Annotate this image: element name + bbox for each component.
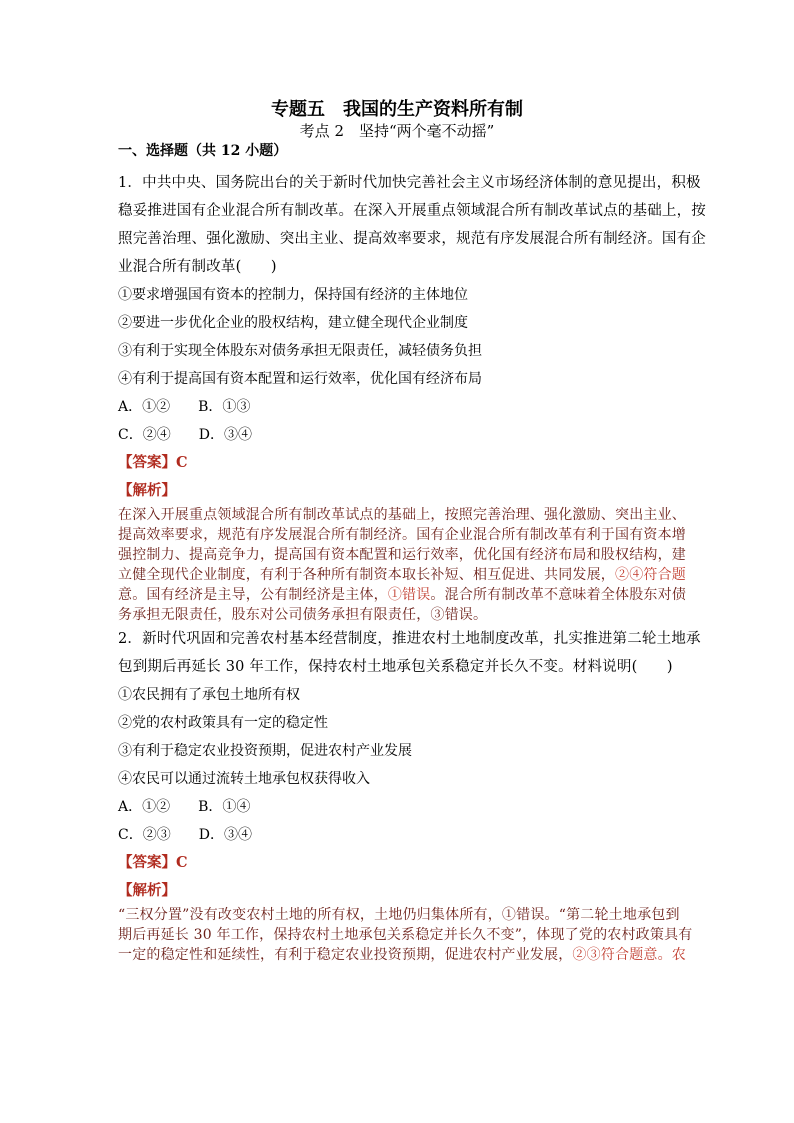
analysis-text: [118, 905, 693, 965]
analysis-label: 【解析】: [118, 882, 176, 899]
analysis-highlight: ②④符合题: [615, 567, 686, 583]
analysis-text: [118, 505, 687, 625]
question-2: [118, 625, 701, 965]
analysis-line: 在深入开展重点领域混合所有制改革试点的基础上，按照完善治理、强化激励、突出主业、: [118, 507, 686, 523]
document-content: [118, 141, 706, 965]
option: ①农民拥有了承包土地所有权: [118, 687, 300, 703]
option: ④有利于提高国有资本配置和运行效率，优化国有经济布局: [118, 371, 482, 387]
analysis-line: 强控制力、提高竞争力，提高国有资本配置和运行效率，优化国有经济布局和股权结构，建: [118, 547, 686, 563]
stem-line: 2．新时代巩固和完善农村基本经营制度，推进农村土地制度改革，扎实推进第二轮土地承: [118, 631, 701, 647]
choice-c: C．②④: [118, 427, 171, 443]
option: ②党的农村政策具有一定的稳定性: [118, 715, 328, 731]
analysis-line: [118, 565, 686, 585]
analysis-line: [118, 945, 687, 965]
choice-row: [118, 393, 683, 421]
question-1-stem: [118, 169, 706, 281]
choice-b: B．①④: [198, 799, 251, 815]
analysis-highlight: ②③符合题意。农: [572, 947, 687, 963]
analysis-line: 期后再延长 30 年工作，保持农村土地承包关系稳定并长久不变”，体现了党的农村政策具有: [118, 927, 693, 943]
option: ①要求增强国有资本的控制力，保持国有经济的主体地位: [118, 287, 468, 303]
analysis-highlight: ①错误: [387, 587, 431, 603]
option: ③有利于稳定农业投资预期，促进农村产业发展: [118, 743, 412, 759]
choice-d: D．③④: [198, 827, 252, 843]
choice-a: A．①②: [118, 399, 171, 415]
option: ③有利于实现全体股东对债务承担无限责任，减轻债务负担: [118, 343, 482, 359]
analysis-segment: 立健全现代企业制度，有利于各种所有制资本取长补短、相互促进、共同发展，: [118, 567, 615, 583]
stem-line: 稳妥推进国有企业混合所有制改革。在深入开展重点领域混合所有制改革试点的基础上，按: [118, 203, 706, 219]
analysis-segment: 意。国有经济是主导，公有制经济是主体，: [118, 587, 388, 603]
question-2-stem: [118, 625, 701, 681]
analysis-line: [118, 585, 687, 605]
choice-a: A．①②: [118, 799, 171, 815]
choice-c: C．②③: [118, 827, 171, 843]
stem-line: 1．中共中央、国务院出台的关于新时代加快完善社会主义市场经济体制的意见提出，积极: [118, 175, 701, 191]
answer-label: 【答案】C: [118, 854, 188, 871]
analysis-segment: 一定的稳定性和延续性，有利于稳定农业投资预期，促进农村产业发展，: [118, 947, 573, 963]
document-subtitle: 考点 2 坚持“两个毫不动摇”: [299, 122, 495, 140]
stem-line: 包到期后再延长 30 年工作，保持农村土地承包关系稳定并长久不变。材料说明( ): [118, 659, 673, 675]
analysis-segment: 。混合所有制改革不意味着全体股东对债: [430, 587, 687, 603]
choice-b: B．①③: [198, 399, 251, 415]
section-heading: 一、选择题（共 12 小题）: [118, 143, 288, 159]
question-1: [118, 169, 706, 625]
stem-line: 业混合所有制改革( ): [118, 259, 277, 275]
option: ④农民可以通过流转土地承包权获得收入: [118, 771, 370, 787]
analysis-line: “三权分置”没有改变农村土地的所有权，土地仍归集体所有，①错误。“第二轮土地承包到: [118, 907, 680, 923]
analysis-line: 提高效率要求，规范有序发展混合所有制经济。国有企业混合所有制改革有利于国有资本增: [118, 527, 686, 543]
analysis-line: 务承担无限责任，股东对公司债务承担有限责任，③错误。: [118, 607, 488, 623]
choice-row: [118, 793, 683, 821]
answer-label: 【答案】C: [118, 454, 188, 471]
choice-row: [118, 421, 683, 449]
choice-d: D．③④: [198, 427, 252, 443]
option: ②要进一步优化企业的股权结构，建立健全现代企业制度: [118, 315, 468, 331]
choice-row: [118, 821, 683, 849]
stem-line: 照完善治理、强化激励、突出主业、提高效率要求，规范有序发展混合所有制经济。国有企: [118, 231, 706, 247]
document-title: 专题五 我国的生产资料所有制: [271, 99, 523, 120]
analysis-label: 【解析】: [118, 482, 176, 499]
